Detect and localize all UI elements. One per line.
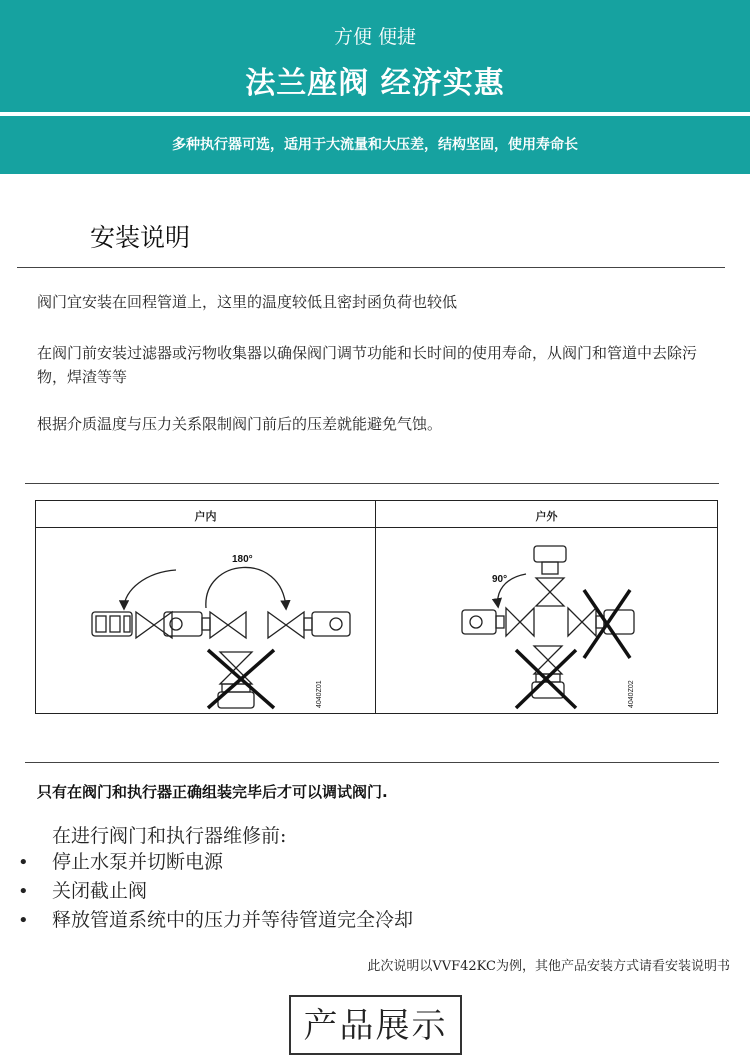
rotation-arrow-left — [124, 570, 176, 608]
install-paragraph-1: 阀门宜安装在回程管道上，这里的温度较低且密封函负荷也较低 — [37, 293, 458, 311]
maintenance-item-text: 释放管道系统中的压力并等待管道完全冷却 — [52, 909, 414, 931]
bullet-marker: • — [18, 852, 29, 873]
maintenance-item — [18, 906, 413, 935]
valve-symbol — [210, 612, 246, 638]
product-section-label: 产品展示 — [303, 1006, 448, 1046]
valve-symbol — [536, 578, 564, 606]
diagram-top-rule — [25, 483, 719, 484]
maintenance-list — [18, 848, 413, 935]
diagram-drawing — [36, 528, 717, 714]
valve-symbol — [568, 608, 596, 636]
rotation-arrow-180 — [206, 567, 286, 608]
cross-marks — [208, 590, 630, 708]
angle-label-180: 180° — [232, 554, 253, 565]
banner-title: 法兰座阀 经济实惠 — [245, 66, 505, 101]
install-paragraph-3: 根据介质温度与压力关系限制阀门前后的压差就能避免气蚀。 — [37, 415, 443, 433]
diagram-code-indoor: 4040Z01 — [316, 680, 323, 708]
installation-diagram — [35, 500, 718, 714]
actuator-upright-top — [534, 546, 566, 574]
maintenance-item — [18, 848, 413, 877]
actuator-horizontal-left — [92, 612, 132, 636]
actuator-horizontal-outdoor — [462, 610, 504, 634]
product-section-heading — [289, 995, 462, 1055]
diagram-bottom-rule — [25, 762, 719, 763]
banner-subtitle: 方便 便捷 — [333, 26, 417, 48]
valve-symbol — [136, 612, 172, 638]
install-paragraph-2: 在阀门前安装过滤器或污物收集器以确保阀门调节功能和长时间的使用寿命，从阀门和管道中去除污物，焊渣等等 — [37, 344, 698, 386]
actuator-horizontal-middle — [164, 612, 210, 636]
maintenance-item-text: 停止水泵并切断电源 — [52, 851, 224, 873]
maintenance-item-text: 关闭截止阀 — [52, 880, 148, 902]
diagram-code-outdoor: 4040Z02 — [628, 680, 635, 708]
angle-label-90: 90° — [492, 574, 508, 585]
valve-symbol — [220, 652, 252, 684]
installation-heading: 安装说明 — [90, 223, 191, 252]
banner-tagline: 多种执行器可选，适用于大流量和大压差，结构坚固，使用寿命长 — [172, 137, 578, 153]
valve-symbol — [506, 608, 534, 636]
valve-symbol — [268, 612, 304, 638]
installation-footnote: 此次说明以VVF42KC为例，其他产品安装方式请看安装说明书 — [367, 959, 730, 974]
actuator-horizontal-right — [304, 612, 350, 636]
commissioning-warning: 只有在阀门和执行器正确组装完毕后才可以调试阀门. — [37, 783, 388, 801]
bullet-marker: • — [18, 910, 29, 931]
diagram-header-indoor: 户内 — [194, 510, 217, 523]
heading-rule — [17, 267, 725, 268]
bullet-marker: • — [18, 881, 29, 902]
maintenance-item — [18, 877, 413, 906]
diagram-header-outdoor: 户外 — [535, 510, 558, 523]
maintenance-intro: 在进行阀门和执行器维修前: — [52, 825, 287, 847]
